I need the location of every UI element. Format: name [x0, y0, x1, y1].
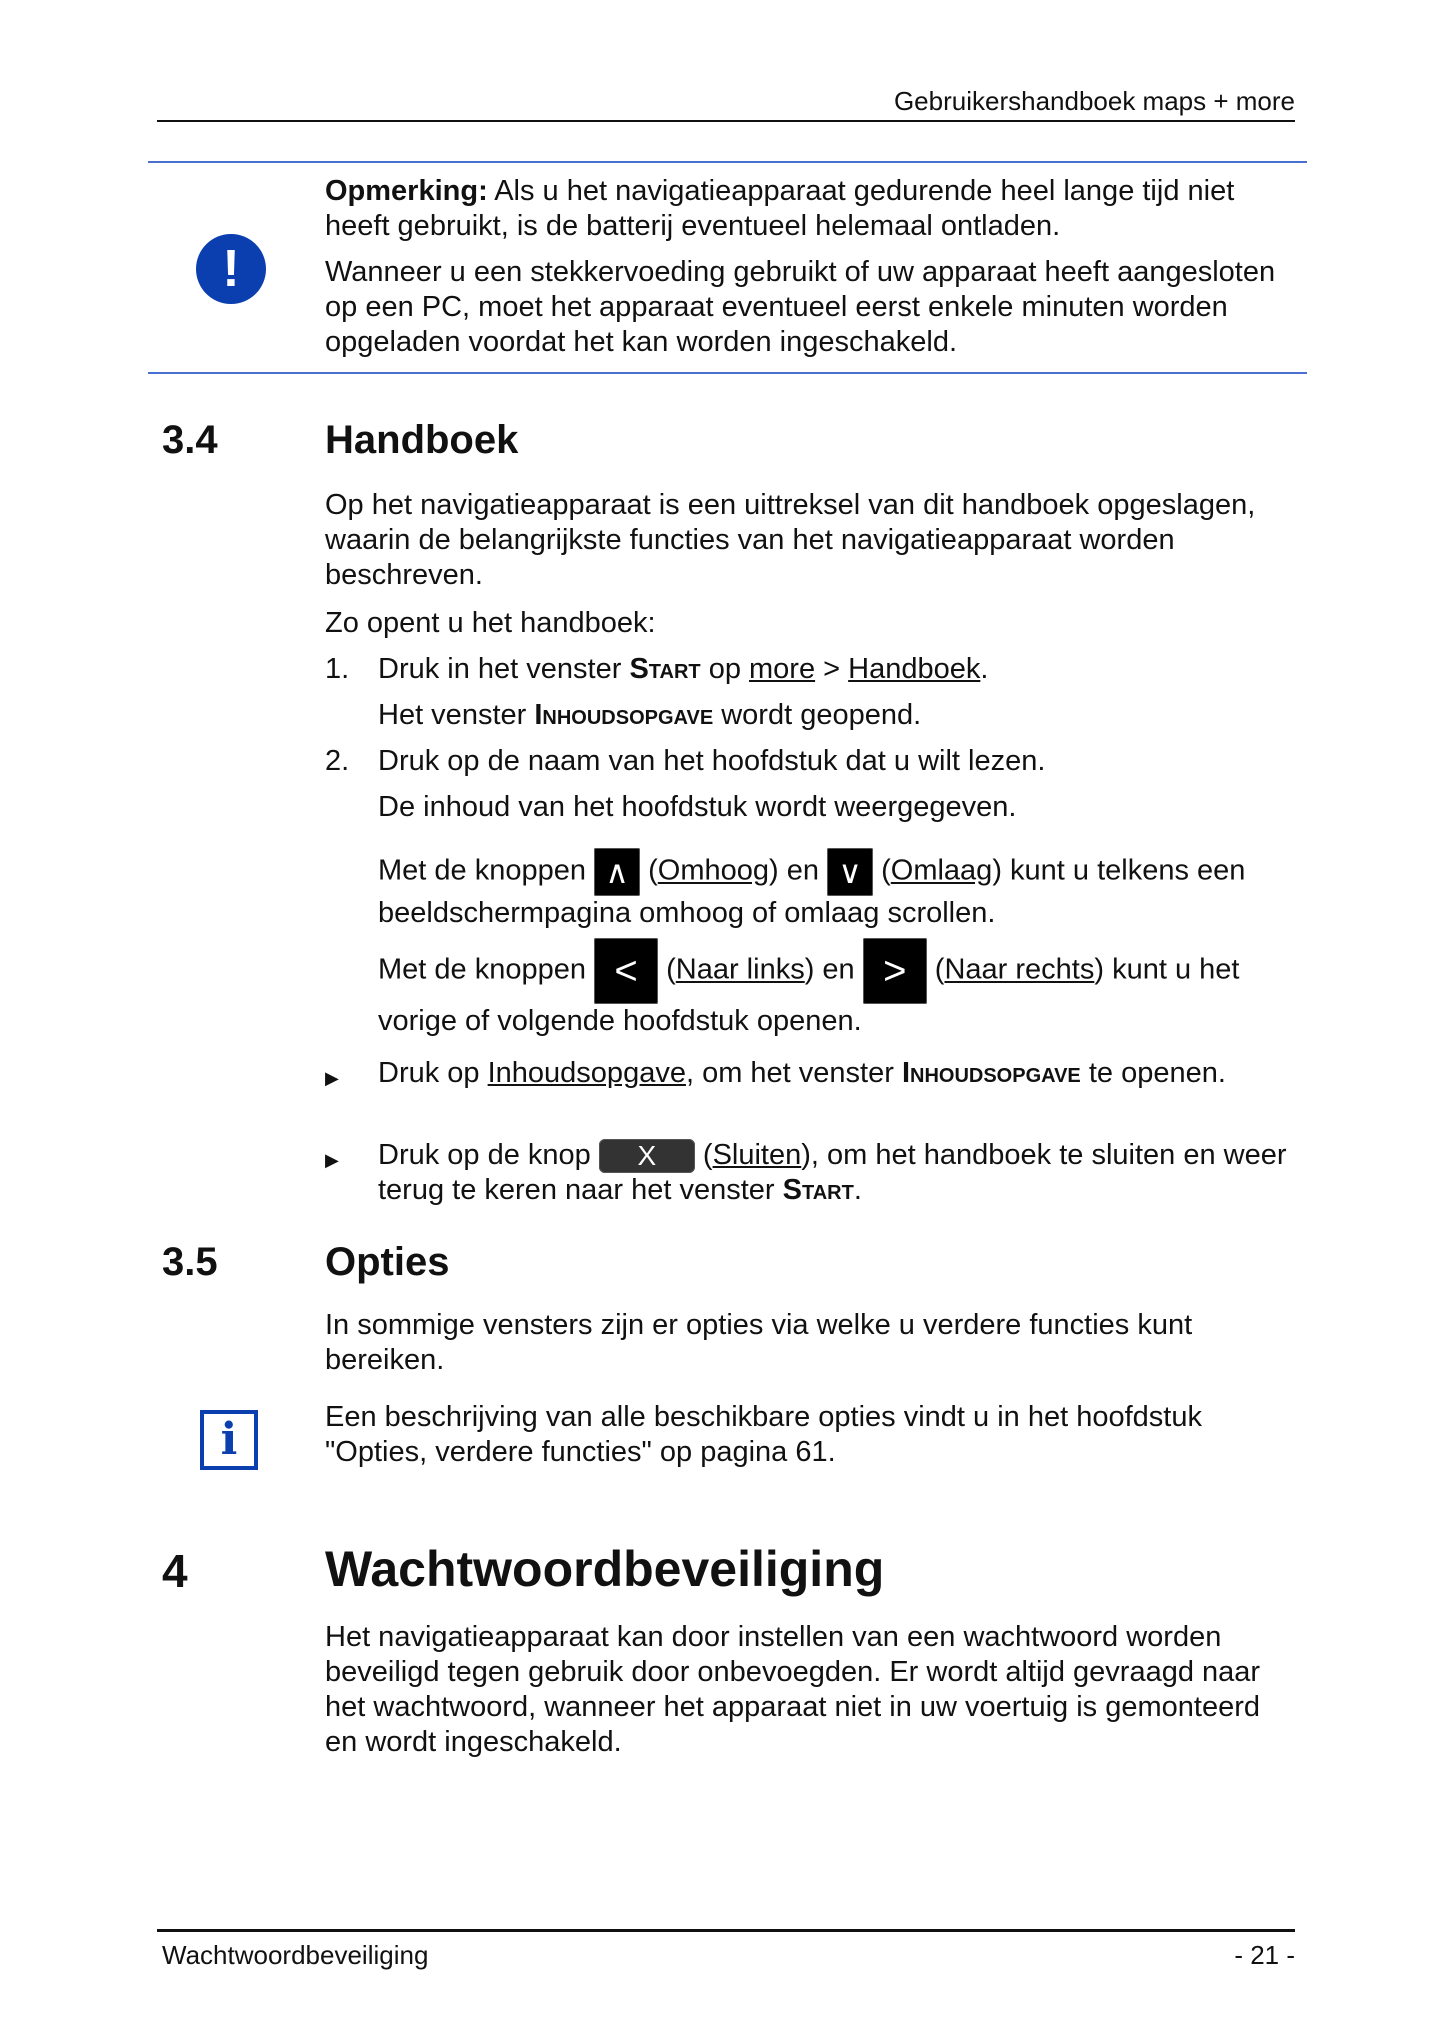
note-text-1: Opmerking: Als u het navigatieapparaat gedurende heel lange tijd niet heeft gebruikt, is de batterij eventueel helemaal ontladen. [325, 175, 1235, 242]
footer-rule [157, 1929, 1295, 1932]
section-intro: In sommige vensters zijn er opties via welke u verdere functies kunt bereiken. [325, 1309, 1193, 1376]
handboek-link[interactable]: Handboek [848, 653, 981, 685]
omhoog-label: Omhoog [657, 854, 769, 887]
omlaag-label: Omlaag [890, 854, 993, 887]
step-number: 1. [325, 653, 350, 685]
section-title: Handboek [325, 418, 519, 462]
close-button-icon: X [599, 1139, 695, 1173]
page-number: - 21 - [1234, 1940, 1295, 1970]
scroll-up-button-icon: ∧ [594, 848, 640, 896]
sluiten-label: Sluiten [712, 1139, 802, 1171]
note-bottom-rule [148, 372, 1307, 374]
scroll-instructions: Met de knoppen ∧ (Omhoog) en ∨ (Omlaag) kunt u telkens een beeldschermpagina omhoog of omlaag scrollen. [378, 848, 1295, 931]
section-number: 3.5 [162, 1240, 218, 1284]
chapter-number: 4 [162, 1545, 188, 1597]
bullet-triangle-icon: ▶ [325, 1068, 339, 1088]
naar-links-label: Naar links [675, 953, 805, 986]
chapter-instructions: Met de knoppen < (Naar links) en > (Naar rechts) kunt u het vorige of volgende hoofdstuk openen. [378, 938, 1295, 1039]
chapter-title: Wachtwoordbeveiliging [325, 1541, 885, 1597]
naar-rechts-label: Naar rechts [944, 953, 1095, 986]
procedure-lead: Zo opent u het handboek: [325, 607, 656, 639]
exclamation-icon: ! [196, 234, 266, 304]
footer-chapter: Wachtwoordbeveiliging [162, 1940, 429, 1970]
info-text: Een beschrijving van alle beschikbare opties vindt u in het hoofdstuk "Opties, verdere functies" op pagina 61. [325, 1401, 1202, 1468]
step-2: Druk op de naam van het hoofdstuk dat u wilt lezen. [378, 745, 1046, 777]
chapter-intro: Het navigatieapparaat kan door instellen van een wachtwoord worden beveiligd tegen gebruik door onbevoegden. Er wordt altijd gevraagd naar het wachtwoord, wanneer het apparaat niet in uw voertuig is gemonteerd en wordt ingeschakeld. [325, 1621, 1261, 1758]
step-number: 2. [325, 745, 350, 777]
step-2-result: De inhoud van het hoofdstuk wordt weergegeven. [378, 791, 1017, 823]
more-link[interactable]: more [749, 653, 816, 685]
note-label: Opmerking: [325, 175, 488, 207]
inhoudsopgave-link[interactable]: Inhoudsopgave [487, 1057, 686, 1089]
scroll-down-button-icon: ∨ [827, 848, 873, 896]
section-title: Opties [325, 1240, 450, 1284]
next-chapter-button-icon: > [863, 938, 927, 1004]
info-icon: i [200, 1410, 258, 1470]
bullet-1: Druk op Inhoudsopgave, om het venster Inhoudsopgave te openen. [378, 1057, 1226, 1089]
previous-chapter-button-icon: < [594, 938, 658, 1004]
section-number: 3.4 [162, 418, 218, 462]
bullet-2: Druk op de knop X (Sluiten), om het handboek te sluiten en weer terug te keren naar het venster Start. [378, 1139, 1287, 1207]
header-rule [157, 120, 1295, 122]
step-1-result: Het venster Inhoudsopgave wordt geopend. [378, 699, 922, 731]
note-text-2: Wanneer u een stekkervoeding gebruikt of uw apparaat heeft aangesloten op een PC, moet het apparaat eventueel eerst enkele minuten worden opgeladen voordat het kan worden ingeschakeld. [325, 256, 1276, 358]
step-1: Druk in het venster Start op more > Handboek. [378, 653, 989, 685]
bullet-triangle-icon: ▶ [325, 1150, 339, 1170]
note-top-rule [148, 161, 1307, 163]
section-intro: Op het navigatieapparaat is een uittreksel van dit handboek opgeslagen, waarin de belangrijkste functies van het navigatieapparaat worden beschreven. [325, 489, 1256, 591]
running-header: Gebruikershandboek maps + more [893, 86, 1295, 116]
